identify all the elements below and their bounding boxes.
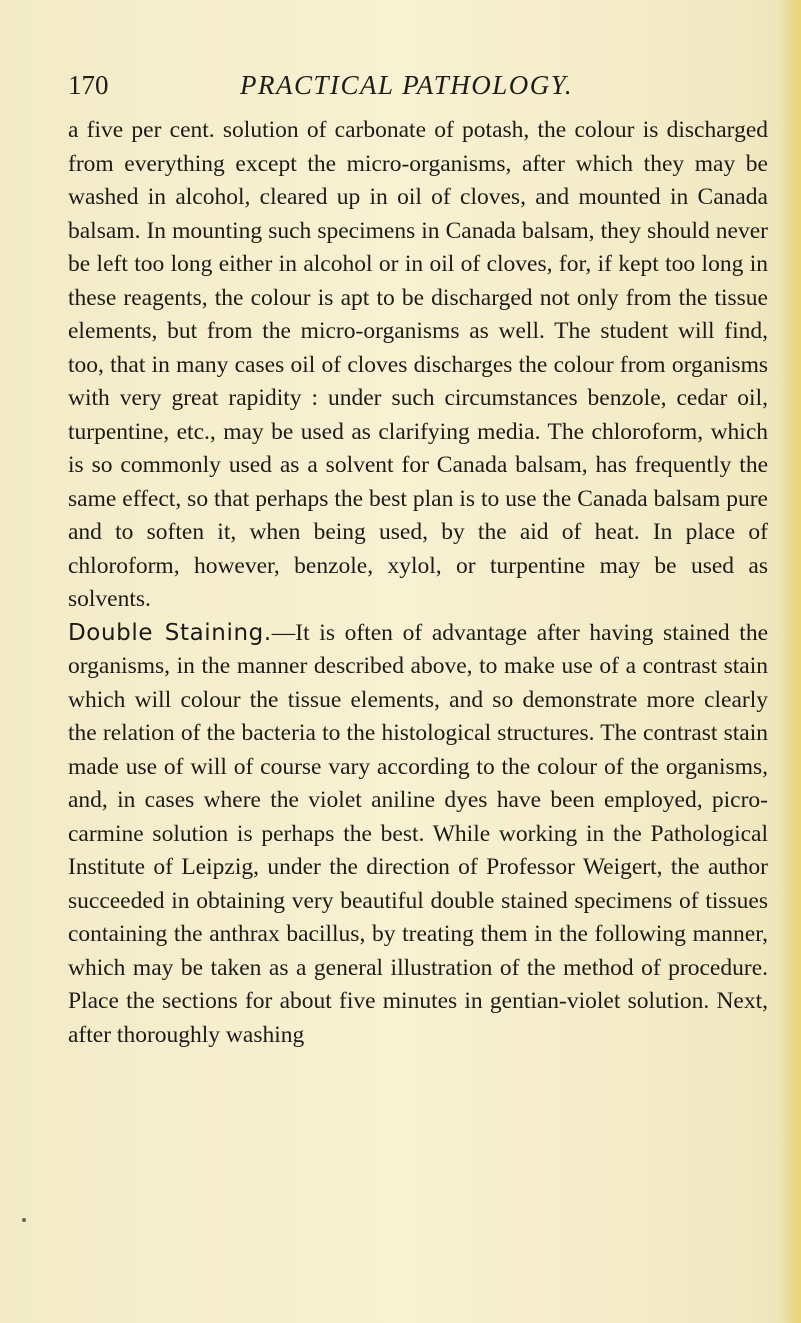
page-number: 170 (68, 70, 109, 100)
section-heading-double-staining: Double Staining. (68, 619, 272, 646)
body-text (68, 114, 768, 1052)
paragraph-1: a five per cent. solution of carbonate of potash, the colour is discharged from everything except the micro-organisms, after which they may be washed in alcohol, cleared up in oil of cloves, and mounted in Canada balsam. In mounting such specimens in Canada balsam, they should never be left too long either in alcohol or in oil of cloves, for, if kept too long in these reagents, the colour is apt to be discharged not only from the tissue elements, but from the micro-organisms as well. The student will find, too, that in many cases oil of cloves discharges the colour from organisms with very great rapidity : under such circumstances benzole, cedar oil, turpentine, etc., may be used as clarifying media. The chloroform, which is so commonly used as a solvent for Canada balsam, has frequently the same effect, so that perhaps the best plan is to use the Canada balsam pure and to soften it, when being used, by the aid of heat. In place of chloroform, however, benzole, xylol, or turpentine may be used as solvents. (68, 117, 768, 612)
page-speck (22, 1218, 26, 1222)
running-title: PRACTICAL PATHOLOGY. (240, 70, 574, 100)
paragraph-2 (68, 617, 768, 1053)
page-header (68, 70, 768, 106)
page-edge (779, 0, 801, 1323)
paragraph-2-text: —It is often of advantage after having stained the organisms, in the manner described above, to make use of a contrast stain which will colour the tissue elements, and so demonstrate more clearly the relation of the bacteria to the histological structures. The contrast stain made use of will of course vary according to the colour of the organisms, and, in cases where the violet aniline dyes have been employed, picro-carmine solution is perhaps the best. While working in the Pathological Institute of Leipzig, under the direction of Professor Weigert, the author succeeded in obtaining very beautiful double stained specimens of tissues containing the anthrax bacillus, by treating them in the following manner, which may be taken as a general illustration of the method of procedure. Place the sections for about five minutes in gentian-violet solution. Next, after thoroughly washing (68, 619, 769, 1048)
